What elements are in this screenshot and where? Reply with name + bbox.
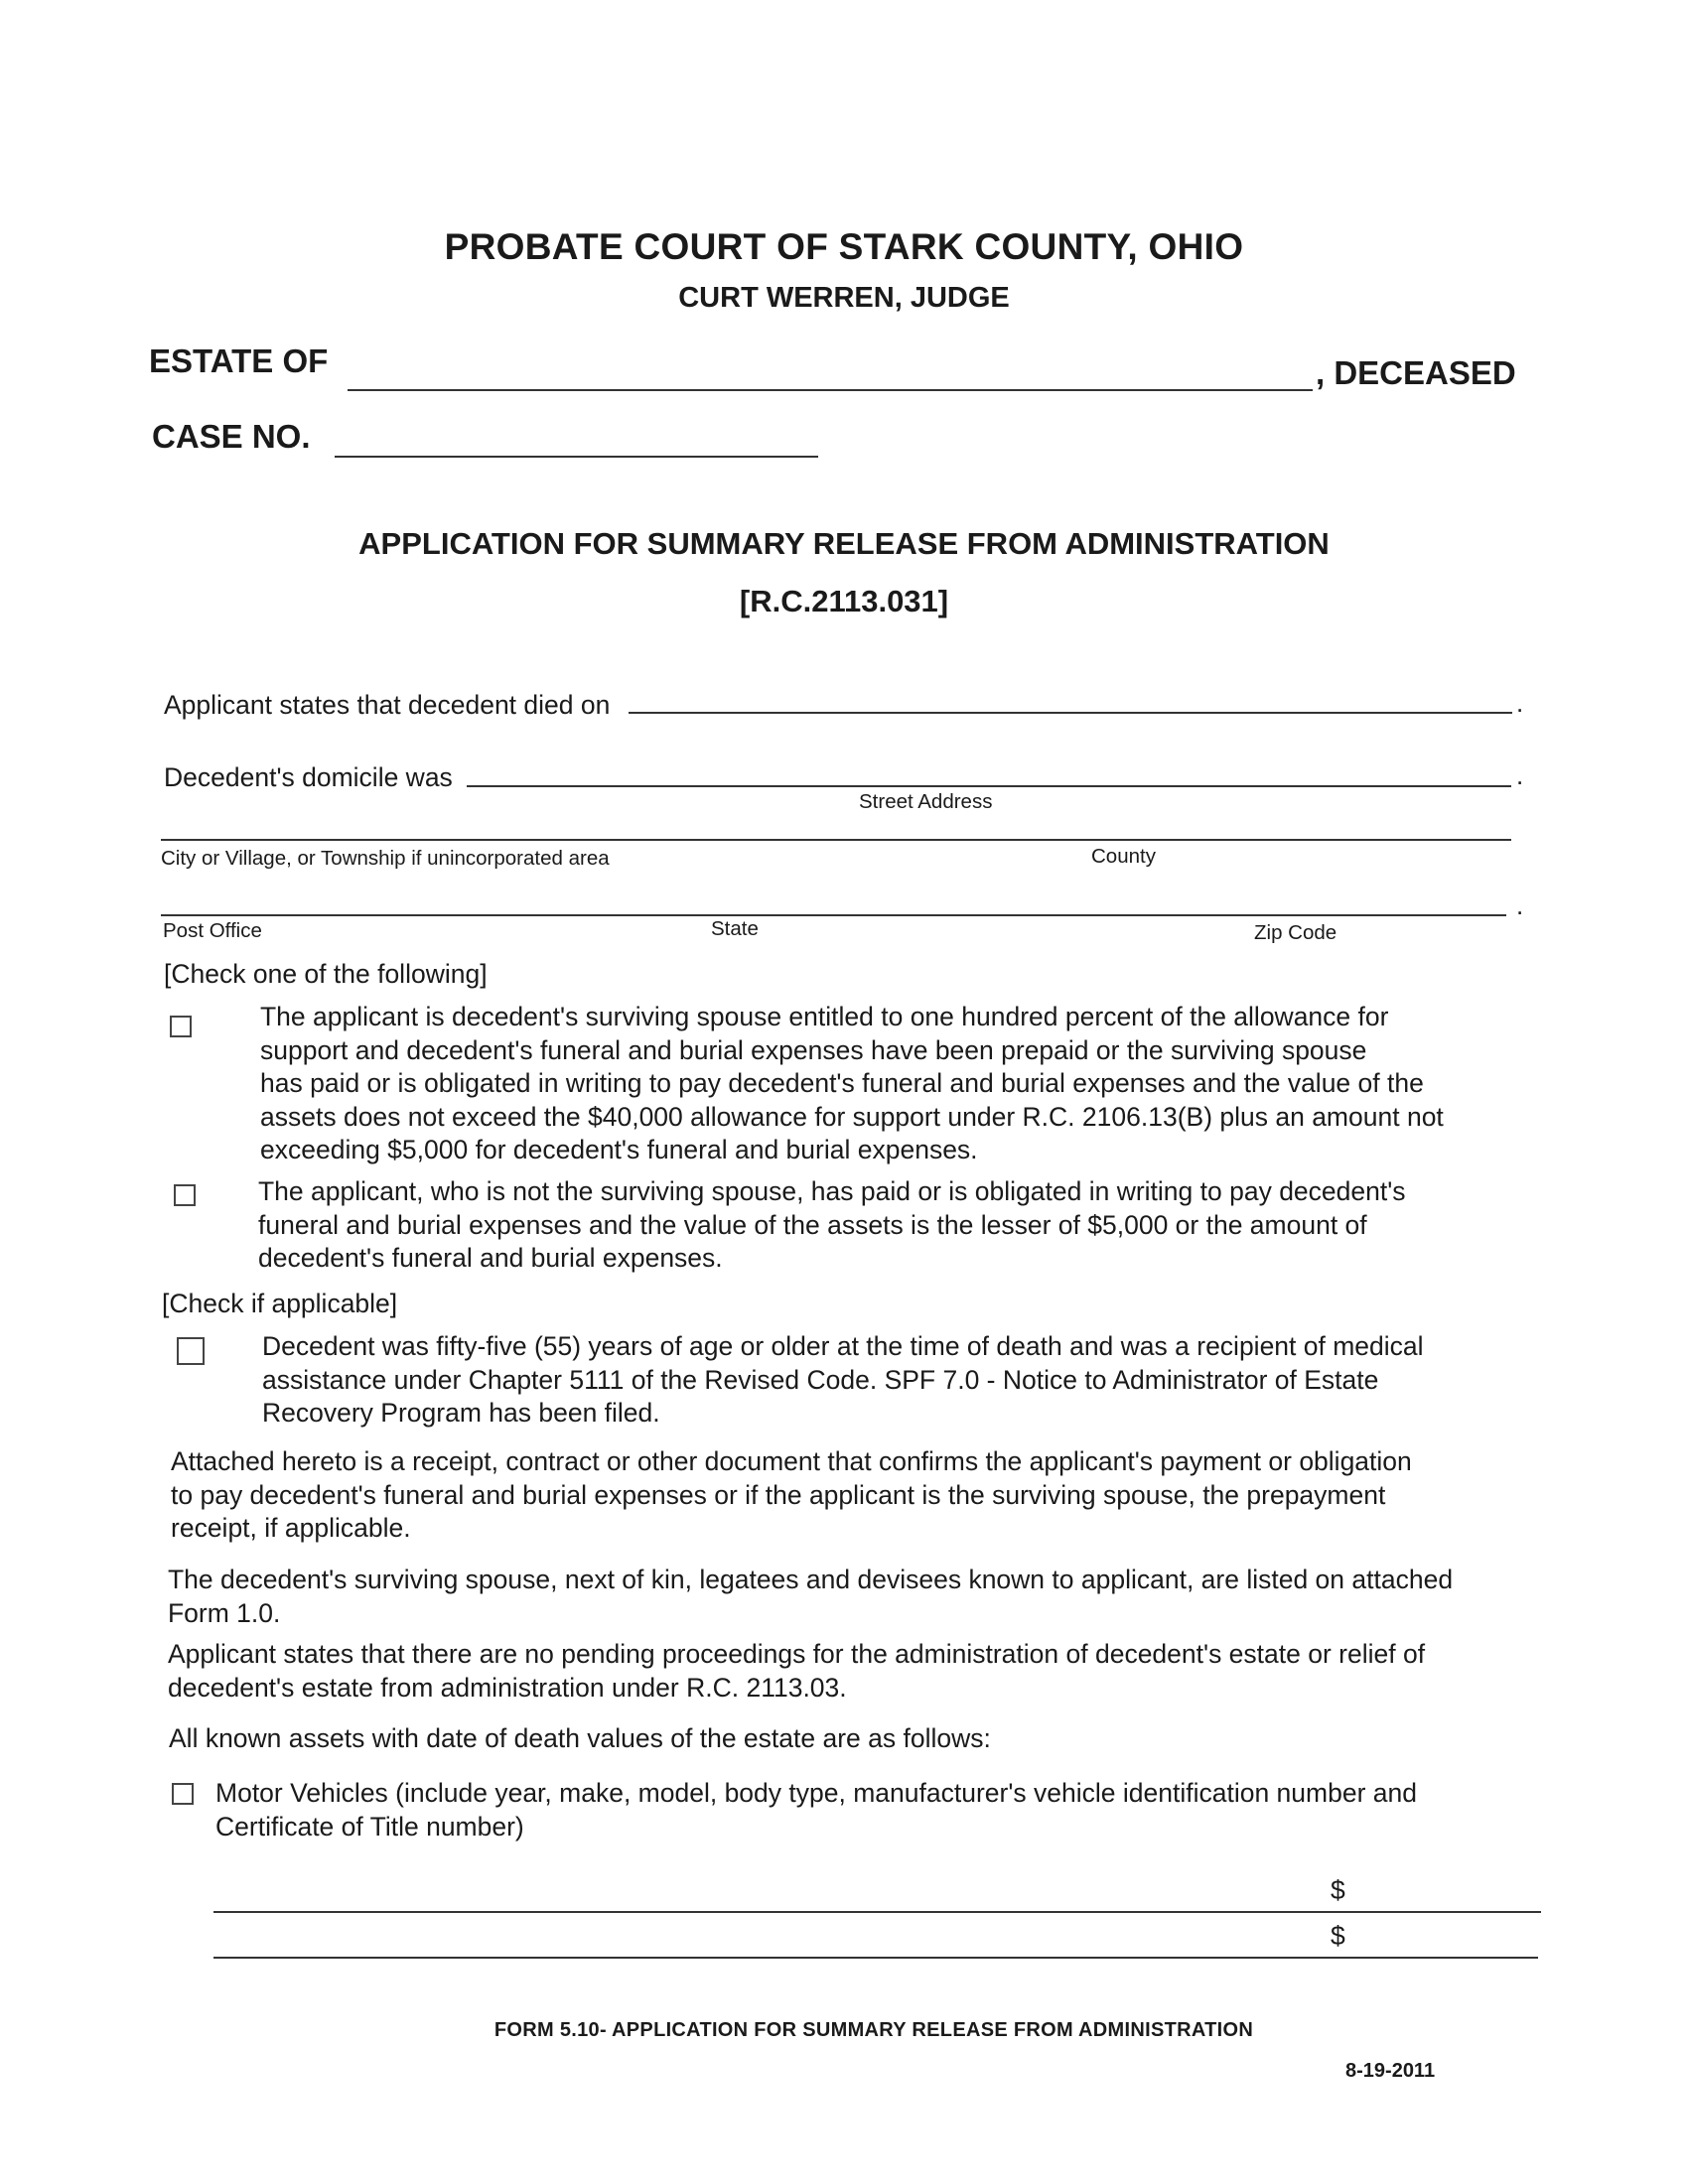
street-address-field[interactable] [467,785,1511,787]
case-no-label: CASE NO. [152,418,311,455]
text-line: Applicant states that there are no pending proceedings for the administration of decedent's estate or relief of [168,1639,1426,1669]
text-line: Attached hereto is a receipt, contract or other document that confirms the applicant's payment or obligation [171,1446,1412,1476]
text-line: The applicant is decedent's surviving spouse entitled to one hundred percent of the allowance for [260,1002,1389,1031]
died-on-field[interactable] [629,712,1512,714]
text-line: The decedent's surviving spouse, next of kin, legatees and devisees known to applicant, are listed on attached [168,1565,1454,1594]
footer-form-name: FORM 5.10- APPLICATION FOR SUMMARY RELEASE FROM ADMINISTRATION [493,2019,1254,2041]
form-citation: [R.C.2113.031] [739,584,949,618]
assets-intro: All known assets with date of death values of the estate are as follows: [169,1723,991,1753]
text-line: Decedent was fifty-five (55) years of age or older at the time of death and was a recipient of medical [262,1331,1424,1361]
case-no-field[interactable] [335,456,818,458]
text-line: Motor Vehicles (include year, make, model, body type, manufacturer's vehicle identification number and [215,1778,1417,1808]
domicile-label: Decedent's domicile was [164,762,453,792]
no-pending-proceedings-statement [168,1638,1425,1705]
deceased-label: , DECEASED [1316,354,1516,391]
county-label: County [1091,845,1156,868]
motor-vehicles-checkbox[interactable] [172,1783,194,1805]
vehicle-entry-line-2[interactable] [213,1957,1538,1959]
county-field[interactable] [856,839,1511,841]
text-line: decedent's estate from administration under R.C. 2113.03. [168,1672,847,1703]
estate-name-field[interactable] [348,389,1313,391]
non-spouse-option-checkbox[interactable] [174,1184,196,1206]
post-office-label: Post Office [163,919,262,942]
died-on-label: Applicant states that decedent died on [164,690,611,720]
text-line: to pay decedent's funeral and burial expenses or if the applicant is the surviving spouse, the prepayment [171,1479,1386,1510]
text-line: Form 1.0. [168,1597,281,1628]
text-line: assistance under Chapter 5111 of the Revised Code. SPF 7.0 - Notice to Administrator of Estate [262,1364,1379,1395]
judge-name: CURT WERREN, JUDGE [678,282,1010,314]
medicaid-recipient-text [262,1330,1424,1431]
medicaid-recipient-checkbox[interactable] [177,1337,205,1365]
zip-code-label: Zip Code [1254,921,1337,944]
estate-of-label: ESTATE OF [149,342,329,379]
footer-revision-date: 8-19-2011 [1345,2060,1436,2082]
text-line: The applicant, who is not the surviving spouse, has paid or is obligated in writing to pay decedent's [258,1176,1406,1206]
city-field[interactable] [161,839,856,841]
next-of-kin-statement [168,1564,1453,1630]
period: . [1516,688,1524,718]
text-line: receipt, if applicable. [171,1513,411,1543]
check-if-applicable-heading: [Check if applicable] [162,1289,398,1318]
text-line: exceeding $5,000 for decedent's funeral and burial expenses. [260,1135,978,1164]
dollar-sign: $ [1331,1875,1345,1905]
check-one-heading: [Check one of the following] [164,959,488,989]
court-title: PROBATE COURT OF STARK COUNTY, OHIO [444,226,1244,267]
text-line: Recovery Program has been filed. [262,1398,660,1428]
motor-vehicles-text [215,1777,1417,1843]
post-office-state-zip-field[interactable] [161,914,1506,916]
form-title: APPLICATION FOR SUMMARY RELEASE FROM ADMINISTRATION [358,526,1330,561]
text-line: funeral and burial expenses and the value of the assets is the lesser of $5,000 or the amount of [258,1209,1367,1240]
city-label: City or Village, or Township if unincorporated area [161,847,610,870]
attached-receipt-statement [171,1445,1412,1546]
state-label: State [711,917,759,940]
non-spouse-option-text [258,1175,1406,1276]
text-line: decedent's funeral and burial expenses. [258,1243,723,1273]
spouse-option-text [260,1001,1444,1167]
text-line: support and decedent's funeral and burial expenses have been prepaid or the surviving spouse [260,1034,1367,1065]
text-line: has paid or is obligated in writing to pay decedent's funeral and burial expenses and the value of the [260,1068,1424,1098]
text-line: Certificate of Title number) [215,1811,524,1842]
vehicle-entry-line-1[interactable] [213,1911,1541,1913]
street-address-label: Street Address [859,790,993,813]
spouse-option-checkbox[interactable] [170,1016,192,1037]
dollar-sign: $ [1331,1921,1345,1951]
period: . [1516,890,1524,920]
period: . [1516,760,1524,790]
text-line: assets does not exceed the $40,000 allowance for support under R.C. 2106.13(B) plus an amount not [260,1101,1444,1132]
